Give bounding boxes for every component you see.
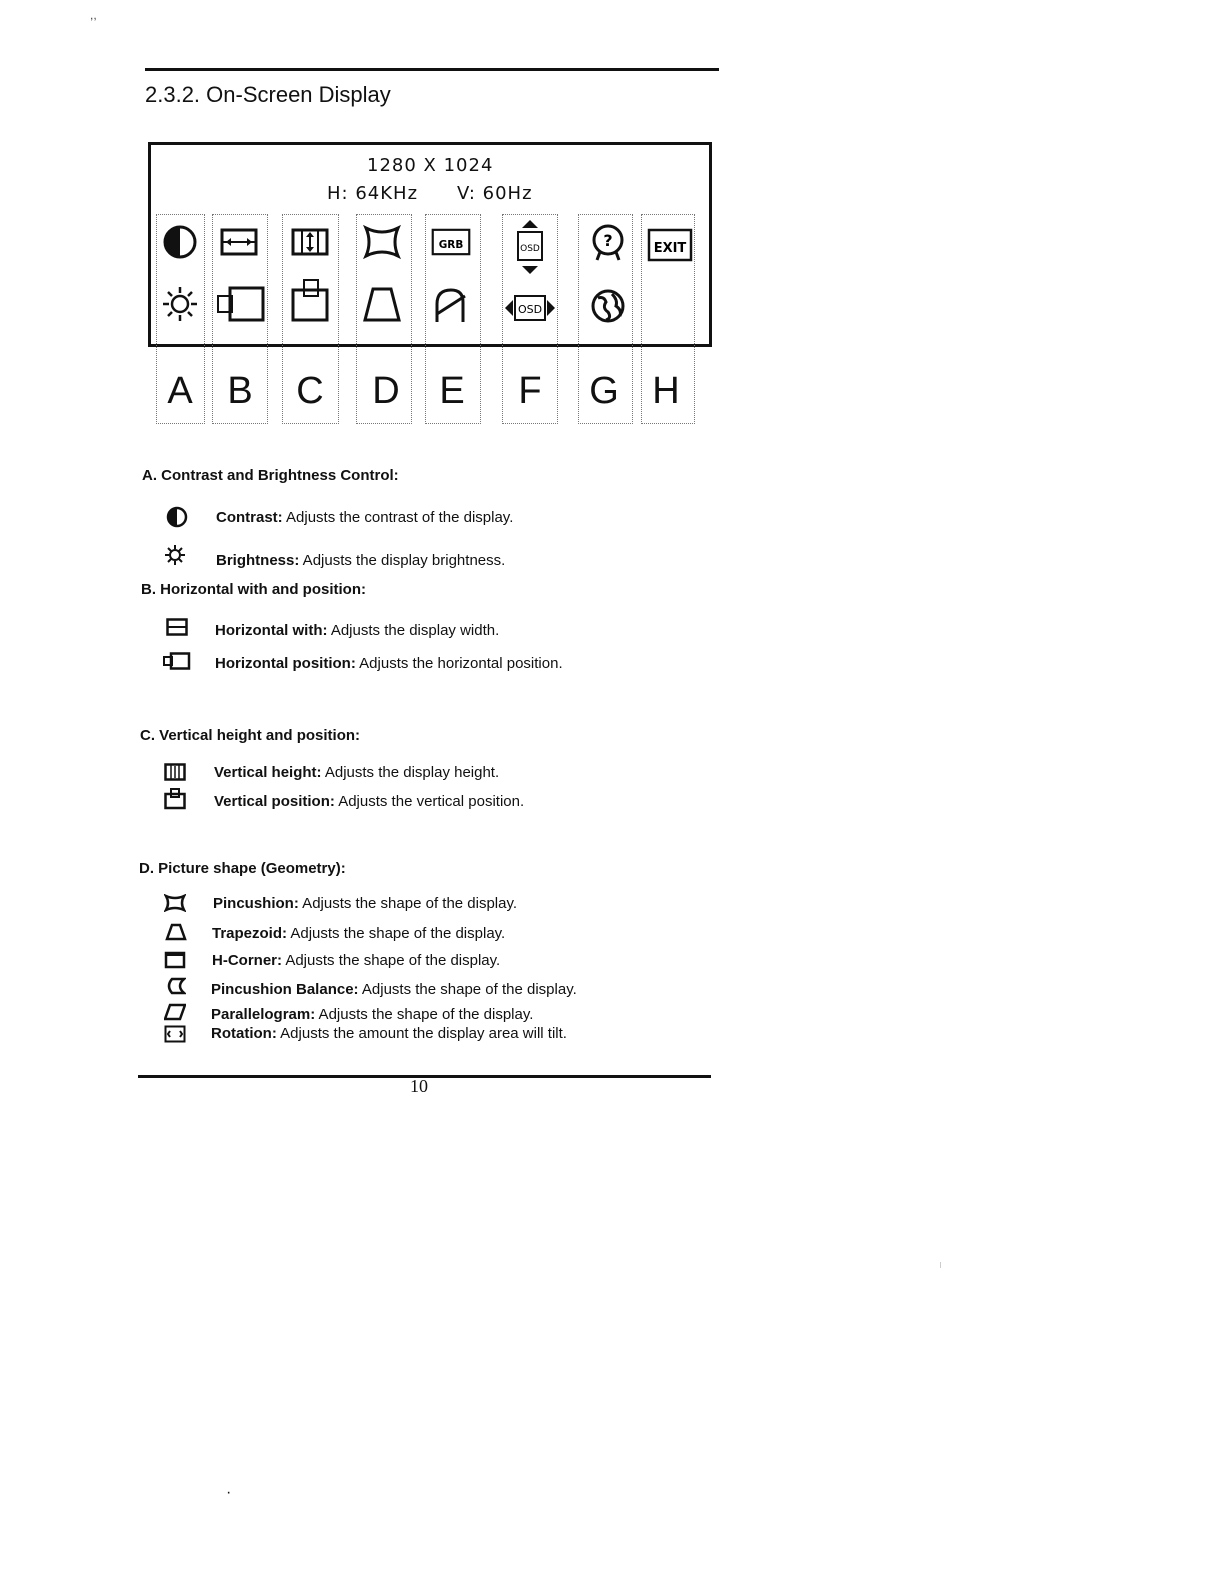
brightness-icon <box>164 544 186 566</box>
vertical-height-icon <box>164 763 186 781</box>
column-letter-d: D <box>372 370 400 412</box>
parallelogram-icon <box>164 1003 186 1021</box>
osd-vertical-position-icon <box>510 218 550 276</box>
trapezoid-icon <box>362 284 402 324</box>
svg-text:?: ? <box>603 231 613 250</box>
horizontal-position-icon <box>163 652 191 670</box>
vertical-height-icon <box>290 222 330 262</box>
rotation-icon <box>164 1025 186 1043</box>
svg-text:OSD: OSD <box>520 244 540 254</box>
pincushion-description: Pincushion: Adjusts the shape of the display. <box>213 895 518 912</box>
trapezoid-icon <box>165 923 187 941</box>
color-curve-icon <box>431 284 471 324</box>
brightness-icon <box>160 284 200 324</box>
horizontal-width-description: Horizontal with: Adjusts the display width. <box>215 622 500 639</box>
horizontal-position-icon <box>214 284 266 324</box>
h-corner-icon <box>164 951 186 969</box>
column-letter-b: B <box>227 370 253 412</box>
section-c-title: C. Vertical height and position: <box>140 727 361 744</box>
rotation-description: Rotation: Adjusts the amount the display area will tilt. <box>211 1025 567 1042</box>
parallelogram-description: Parallelogram: Adjusts the shape of the display. <box>211 1006 534 1023</box>
scan-mark: ,, <box>90 8 97 22</box>
trapezoid-description: Trapezoid: Adjusts the shape of the display. <box>212 925 506 942</box>
pincushion-icon <box>164 894 186 912</box>
svg-text:OSD: OSD <box>517 303 543 316</box>
column-letter-g: G <box>589 370 619 412</box>
svg-text:EXIT: EXIT <box>653 241 687 256</box>
contrast-icon <box>160 222 200 262</box>
brightness-description: Brightness: Adjusts the display brightness. <box>216 552 506 569</box>
contrast-icon <box>166 506 188 528</box>
column-letter-f: F <box>518 370 542 412</box>
pincushion-icon <box>362 222 402 262</box>
pincushion-balance-icon <box>164 977 186 995</box>
horizontal-width-icon <box>219 222 259 262</box>
horizontal-width-icon <box>166 618 188 636</box>
svg-text:GRB: GRB <box>438 239 464 252</box>
column-letter-e: E <box>439 370 465 412</box>
column-letter-h: H <box>652 370 680 412</box>
section-heading: 2.3.2. On-Screen Display <box>145 82 391 107</box>
help-icon <box>588 222 628 262</box>
column-letter-c: C <box>296 370 324 412</box>
pincushion-balance-description: Pincushion Balance: Adjusts the shape of the display. <box>211 981 577 998</box>
section-a-title: A. Contrast and Brightness Control: <box>142 467 399 484</box>
language-globe-icon <box>588 286 628 326</box>
page-number: 10 <box>410 1076 428 1096</box>
contrast-description: Contrast: Adjusts the contrast of the display. <box>216 509 514 526</box>
section-d-title: D. Picture shape (Geometry): <box>139 860 346 877</box>
exit-icon <box>647 226 693 266</box>
grb-icon <box>431 222 471 262</box>
stray-dot: · <box>226 1484 232 1501</box>
vertical-position-description: Vertical position: Adjusts the vertical position. <box>214 793 525 810</box>
horizontal-position-description: Horizontal position: Adjusts the horizontal position. <box>215 655 563 672</box>
section-b-title: B. Horizontal with and position: <box>141 581 366 598</box>
top-rule <box>145 68 719 71</box>
vertical-height-description: Vertical height: Adjusts the display height. <box>214 764 500 781</box>
h-frequency-text: H: 64KHz <box>327 183 419 204</box>
vertical-position-icon <box>290 278 330 324</box>
osd-horizontal-position-icon <box>503 288 557 328</box>
scan-speck <box>940 1262 941 1268</box>
column-letter-a: A <box>167 370 193 412</box>
h-corner-description: H-Corner: Adjusts the shape of the display. <box>212 952 501 969</box>
v-frequency-text: V: 60Hz <box>457 183 533 204</box>
resolution-text: 1280 X 1024 <box>367 155 494 176</box>
vertical-position-icon <box>164 788 186 810</box>
